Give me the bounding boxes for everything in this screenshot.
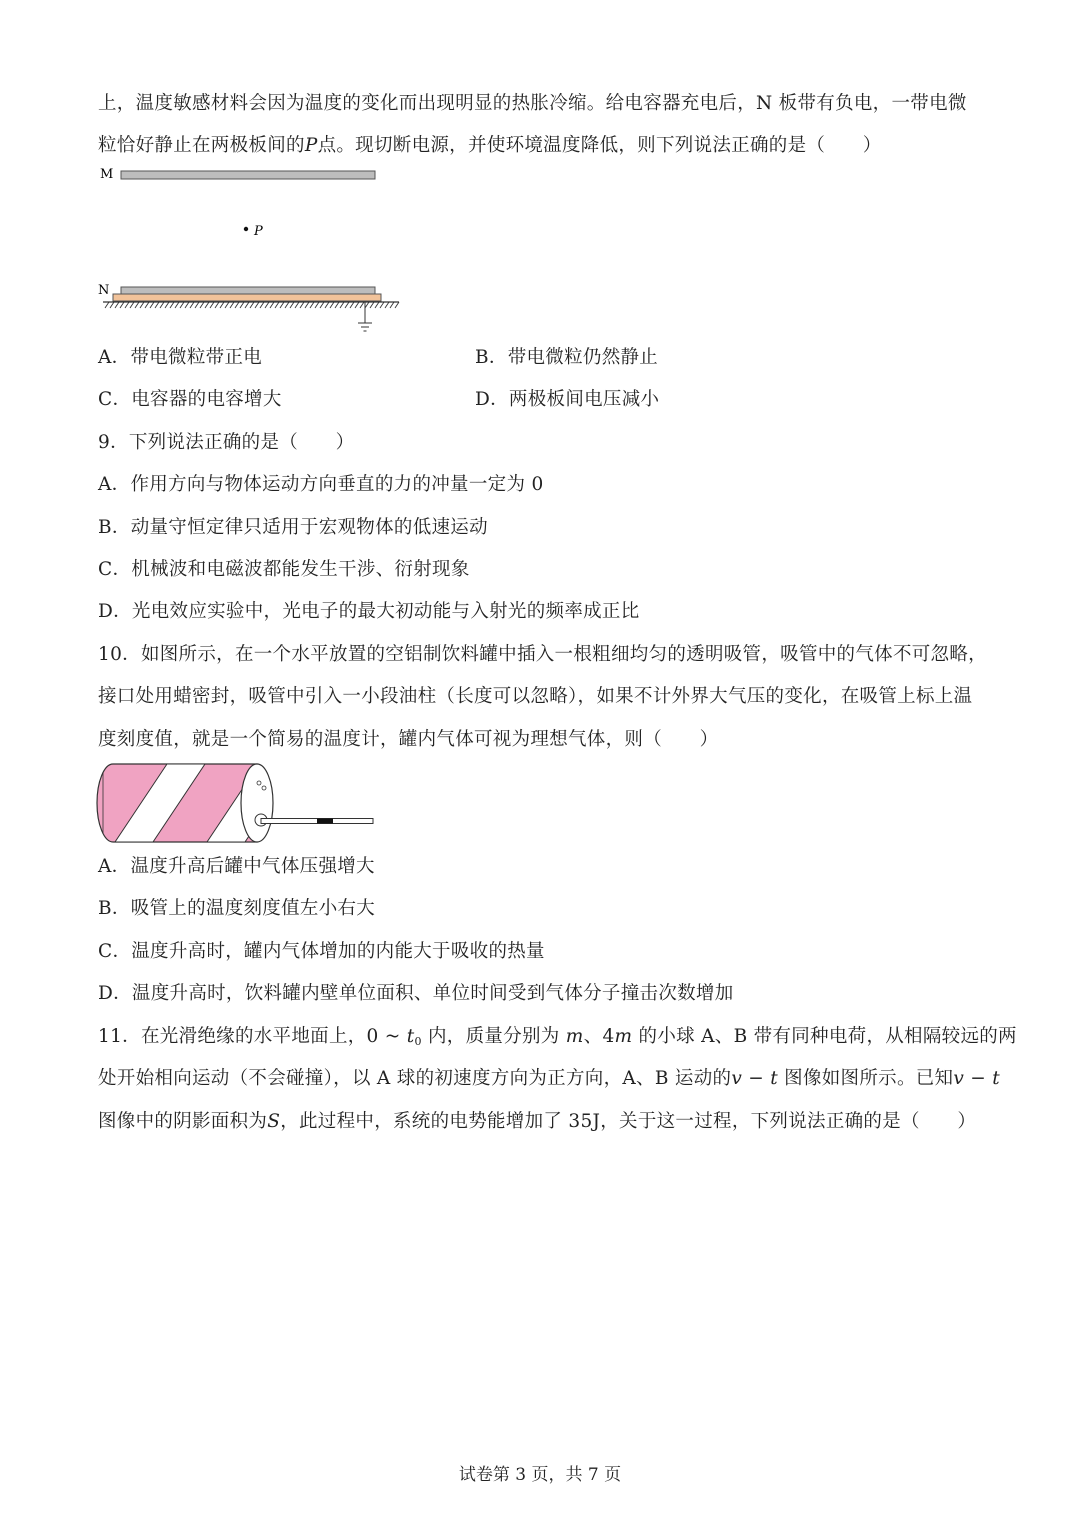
- hatch-stroke: [270, 302, 274, 308]
- q11-stem-line1: 11．在光滑绝缘的水平地面上，0 ~ $t_0$ 内，质量分别为 m、4m 的小球 A、B 带有同种电荷，从相隔较远的两: [98, 1026, 1017, 1048]
- q8-stem-line1: 上，温度敏感材料会因为温度的变化而出现明显的热胀冷缩。给电容器充电后，N 板带有负电，一带电微: [98, 93, 967, 114]
- hatch-stroke: [325, 302, 329, 308]
- q9-option-a: A．作用方向与物体运动方向垂直的力的冲量一定为 0: [98, 474, 544, 495]
- hatch-stroke: [110, 302, 114, 308]
- hatch-stroke: [195, 302, 199, 308]
- thermal-material: [113, 294, 381, 301]
- q10-option-d: D．温度升高时，饮料罐内壁单位面积、单位时间受到气体分子撞击次数增加: [98, 983, 734, 1004]
- hatch-stroke: [160, 302, 164, 308]
- q11-stem-line3: 图像中的阴影面积为S，此过程中，系统的电势能增加了 35J，关于这一过程，下列说法正确的是（ ）: [98, 1111, 977, 1132]
- hatch-stroke: [345, 302, 349, 308]
- hatch-stroke: [305, 302, 309, 308]
- hatch-stroke: [120, 302, 124, 308]
- hatch-stroke: [230, 302, 234, 308]
- q8-option-b: B．带电微粒仍然静止: [475, 347, 659, 368]
- hatch-stroke: [175, 302, 179, 308]
- oil-column: [317, 819, 333, 824]
- hatch-stroke: [260, 302, 264, 308]
- q10-stem-line1: 10．如图所示，在一个水平放置的空铝制饮料罐中插入一根粗细均匀的透明吸管，吸管中的气体不可忽略，: [98, 644, 987, 665]
- hatch-stroke: [150, 302, 154, 308]
- q8-option-a: A．带电微粒带正电: [98, 347, 263, 368]
- point-p-dot: [244, 227, 248, 231]
- q8-option-d: D．两极板间电压减小: [475, 389, 660, 410]
- hatch-stroke: [365, 302, 369, 308]
- hatch-stroke: [115, 302, 119, 308]
- hatch-stroke: [200, 302, 204, 308]
- plate-n: [121, 287, 375, 294]
- hatch-stroke: [295, 302, 299, 308]
- q10-option-b: B．吸管上的温度刻度值左小右大: [98, 898, 376, 919]
- hatch-stroke: [205, 302, 209, 308]
- can-lid: [241, 764, 273, 842]
- hatch-stroke: [375, 302, 379, 308]
- q10-can-thermometer-figure: [95, 762, 385, 844]
- hatch-stroke: [380, 302, 384, 308]
- hatch-stroke: [385, 302, 389, 308]
- hatch-stroke: [395, 302, 399, 308]
- hatch-stroke: [105, 302, 109, 308]
- q8-stem-line2: 粒恰好静止在两极板间的P点。现切断电源，并使环境温度降低，则下列说法正确的是（ ）: [98, 135, 882, 156]
- hatch-stroke: [320, 302, 324, 308]
- hatch-stroke: [390, 302, 394, 308]
- plate-n-label: N: [98, 283, 110, 298]
- hatch-stroke: [330, 302, 334, 308]
- hatch-stroke: [310, 302, 314, 308]
- hatch-stroke: [130, 302, 134, 308]
- hatch-stroke: [285, 302, 289, 308]
- q11-stem-line2: 处开始相向运动（不会碰撞），以 A 球的初速度方向为正方向，A、B 运动的v − t 图像如图所示。已知v − t: [98, 1068, 1001, 1089]
- hatch-stroke: [220, 302, 224, 308]
- q9-option-d: D．光电效应实验中，光电子的最大初动能与入射光的频率成正比: [98, 601, 640, 622]
- hatch-stroke: [360, 302, 364, 308]
- q10-option-c: C．温度升高时，罐内气体增加的内能大于吸收的热量: [98, 941, 545, 962]
- hatch-stroke: [280, 302, 284, 308]
- hatch-stroke: [135, 302, 139, 308]
- plate-m-label: M: [100, 167, 114, 182]
- page-footer: 试卷第 3 页，共 7 页: [458, 1465, 622, 1485]
- hatch-stroke: [210, 302, 214, 308]
- q9-option-b: B．动量守恒定律只适用于宏观物体的低速运动: [98, 517, 488, 538]
- hatch-stroke: [225, 302, 229, 308]
- plate-m: [121, 171, 375, 179]
- hatch-stroke: [355, 302, 359, 308]
- q8-capacitor-figure: [95, 160, 415, 340]
- hatch-stroke: [370, 302, 374, 308]
- hatch-stroke: [140, 302, 144, 308]
- q8-option-c: C．电容器的电容增大: [98, 389, 282, 410]
- hatch-stroke: [170, 302, 174, 308]
- hatch-stroke: [250, 302, 254, 308]
- q10-stem-line3: 度刻度值，就是一个简易的温度计，罐内气体可视为理想气体，则（ ）: [98, 729, 719, 750]
- q9-option-c: C．机械波和电磁波都能发生干涉、衍射现象: [98, 559, 470, 580]
- hatch-stroke: [185, 302, 189, 308]
- hatch-stroke: [350, 302, 354, 308]
- point-p-label: P: [254, 224, 263, 239]
- hatch-stroke: [335, 302, 339, 308]
- hatch-stroke: [155, 302, 159, 308]
- hatch-stroke: [315, 302, 319, 308]
- hatch-stroke: [180, 302, 184, 308]
- hatch-stroke: [125, 302, 129, 308]
- hatch-stroke: [340, 302, 344, 308]
- hatch-stroke: [190, 302, 194, 308]
- hatch-stroke: [265, 302, 269, 308]
- hatch-stroke: [300, 302, 304, 308]
- hatch-stroke: [255, 302, 259, 308]
- hatch-stroke: [290, 302, 294, 308]
- q10-option-a: A．温度升高后罐中气体压强增大: [98, 856, 375, 877]
- q9-stem: 9．下列说法正确的是（ ）: [98, 432, 355, 453]
- hatch-stroke: [145, 302, 149, 308]
- hatch-stroke: [235, 302, 239, 308]
- ground-hatching: [105, 302, 399, 308]
- hatch-stroke: [240, 302, 244, 308]
- hatch-stroke: [165, 302, 169, 308]
- hatch-stroke: [275, 302, 279, 308]
- hatch-stroke: [215, 302, 219, 308]
- hatch-stroke: [245, 302, 249, 308]
- q10-stem-line2: 接口处用蜡密封，吸管中引入一小段油柱（长度可以忽略），如果不计外界大气压的变化，在吸管上标上温: [98, 686, 973, 707]
